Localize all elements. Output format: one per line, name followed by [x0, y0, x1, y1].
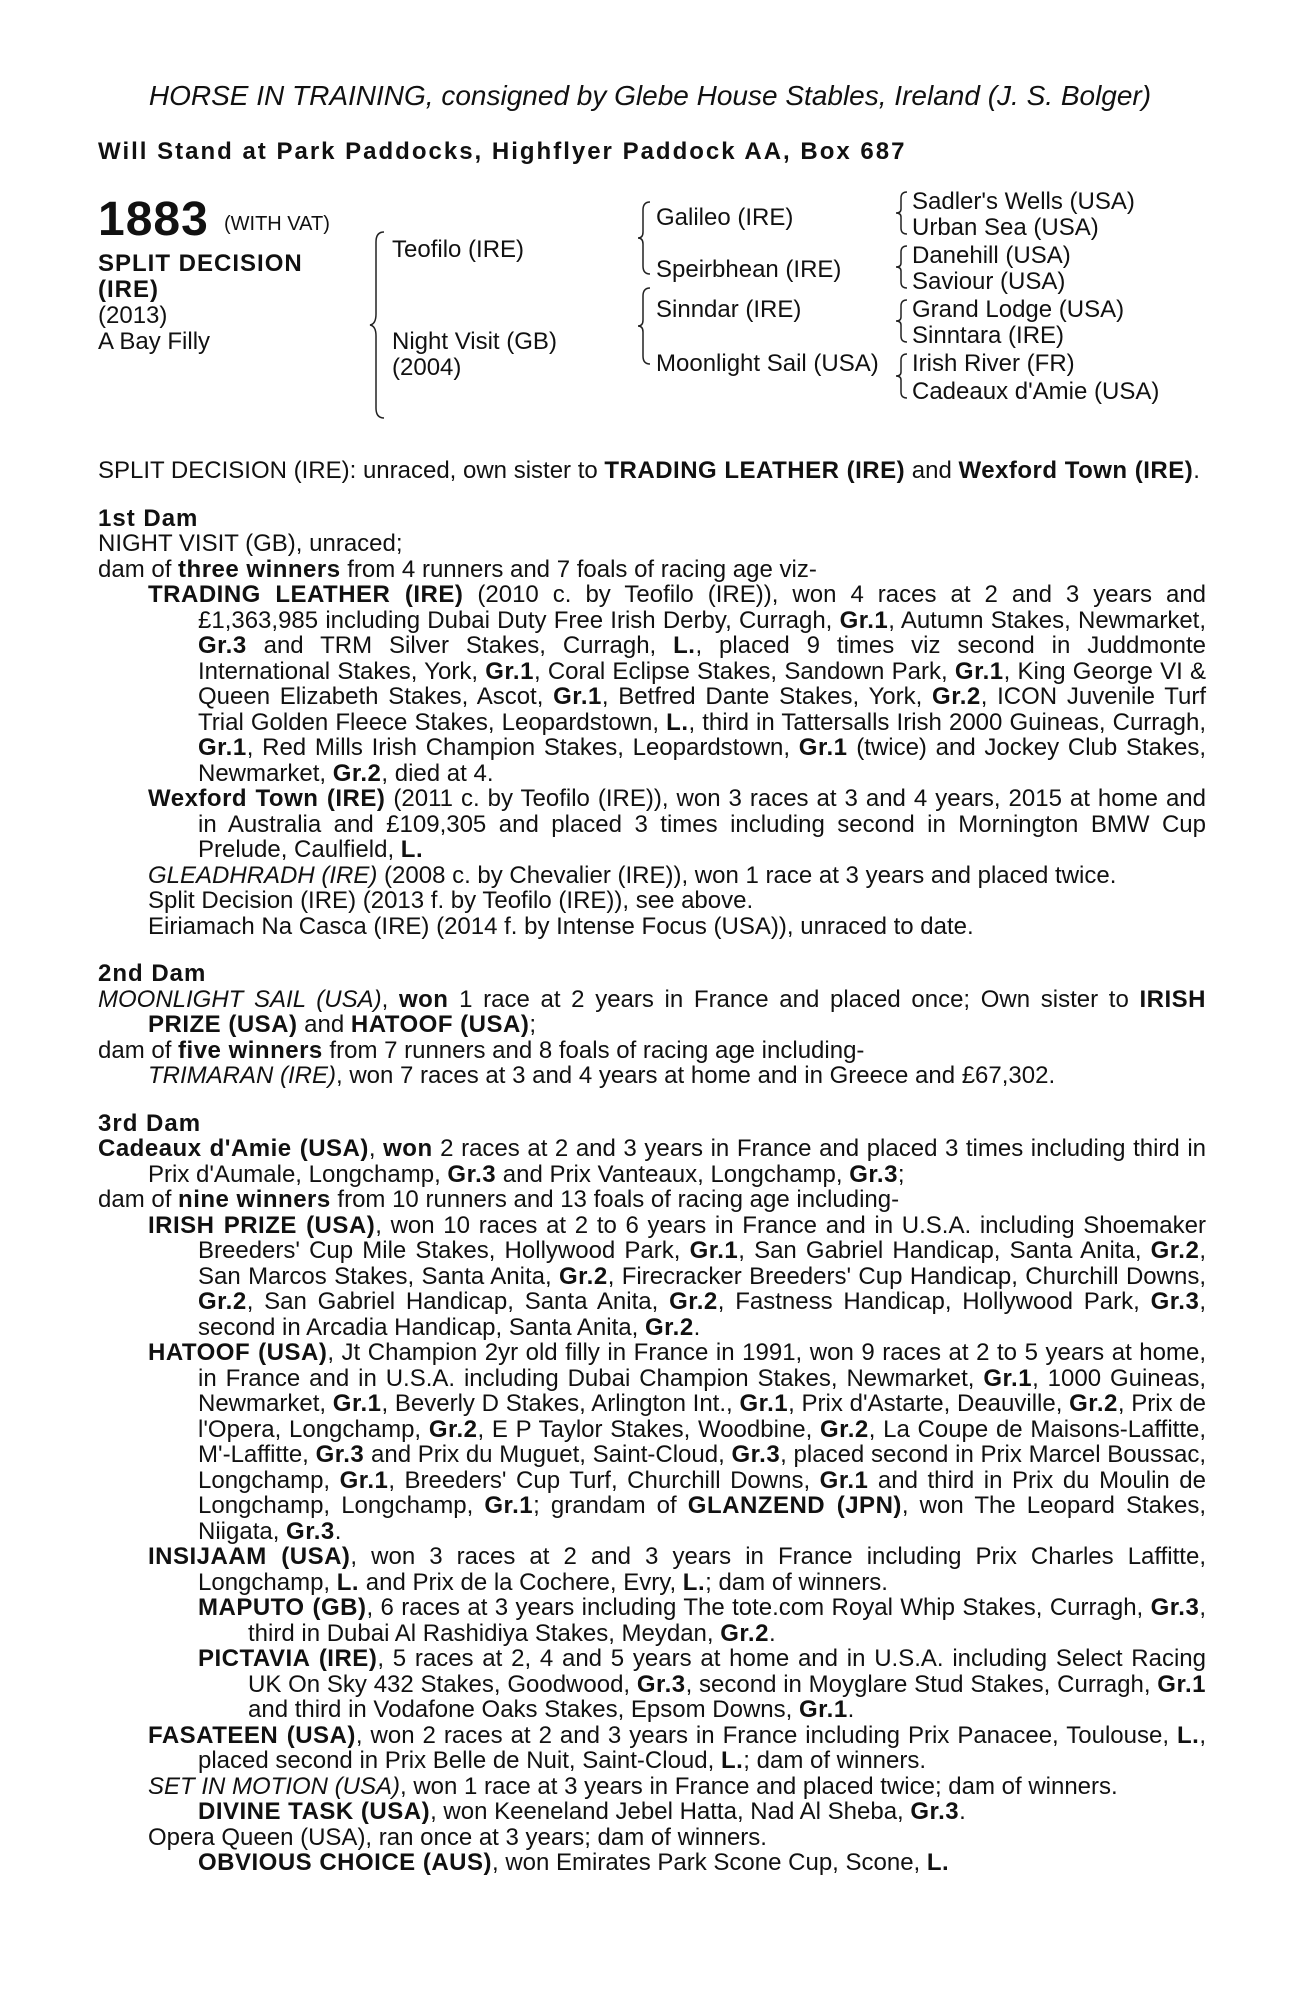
foaling-year: (2013)	[98, 302, 168, 329]
progeny-eiriamach: Eiriamach Na Casca (IRE) (2014 f. by Intense Focus (USA)), unraced to date.	[148, 912, 974, 940]
sire-dam-sire: Danehill (USA)	[912, 242, 1071, 269]
dam-sire-sire: Grand Lodge (USA)	[912, 296, 1125, 323]
progeny-irish-prize: IRISH PRIZE (USA), won 10 races at 2 to 6 years in France and in U.S.A. including Shoemaker Breeders' Cup Mile Stakes, Hollywood Park, Gr.1, San Gabriel Handicap, Santa Anita, Gr.2, San Marcos Stakes, Santa Anita, Gr.2, Firecracker Breeders' Cup Handicap, Churchill Downs, Gr.2, San Gabriel Handicap, Santa Anita, Gr.2, Fastness Handicap, Hollywood Park, Gr.3, second in Arcadia Handicap, Santa Anita, Gr.2.	[148, 1211, 1207, 1341]
catalogue-body	[98, 458, 1206, 1876]
progeny-gleadhradh: GLEADHRADH (IRE) (2008 c. by Chevalier (IRE)), won 1 race at 3 years and placed twice.	[148, 861, 1117, 889]
dam: Night Visit (GB)	[392, 328, 557, 355]
dam-year: (2004)	[392, 354, 462, 381]
third-dam-summary: dam of nine winners from 10 runners and 13 foals of racing age including-	[98, 1186, 900, 1213]
progeny-insijaam: INSIJAAM (USA), won 3 races at 2 and 3 years in France including Prix Charles Laffitte, Longchamp, L. and Prix de la Cochere, Evry, L.; dam of winners.	[148, 1543, 1206, 1596]
progeny-hatoof: HATOOF (USA), Jt Champion 2yr old filly in France in 1991, won 9 races at 2 to 5 years at home, in France and in U.S.A. including Dubai Champion Stakes, Newmarket, Gr.1, 1000 Guineas, Newmarket, Gr.1, Beverly D Stakes, Arlington Int., Gr.1, Prix d'Astarte, Deauville, Gr.2, Prix de l'Opera, Longchamp, Gr.2, E P Taylor Stakes, Woodbine, Gr.2, La Coupe de Maisons-Laffitte, M'-Laffitte, Gr.3 and Prix du Muguet, Saint-Cloud, Gr.3, placed second in Prix Marcel Boussac, Longchamp, Gr.1, Breeders' Cup Turf, Churchill Downs, Gr.1 and third in Prix du Moulin de Longchamp, Longchamp, Gr.1; grandam of GLANZEND (JPN), won The Leopard Stakes, Niigata, Gr.3.	[148, 1339, 1207, 1545]
sire: Teofilo (IRE)	[392, 236, 525, 263]
progeny-split-decision: Split Decision (IRE) (2013 f. by Teofilo (IRE)), see above.	[148, 887, 754, 914]
progeny-obvious-choice: OBVIOUS CHOICE (AUS), won Emirates Park Scone Cup, Scone, L.	[198, 1849, 950, 1876]
catalogue-page	[98, 80, 1206, 1876]
dam-sire: Sinndar (IRE)	[656, 296, 802, 323]
consignment-header: HORSE IN TRAINING, consigned by Glebe House Stables, Ireland (J. S. Bolger)	[148, 80, 1152, 111]
second-dam-heading: 2nd Dam	[98, 960, 207, 987]
sire-dam-dam: Saviour (USA)	[912, 268, 1066, 295]
progeny-trading-leather: TRADING LEATHER (IRE) (2010 c. by Teofilo (IRE)), won 4 races at 2 and 3 years and £1,363,985 including Dubai Duty Free Irish Derby, Curragh, Gr.1, Autumn Stakes, Newmarket, Gr.3 and TRM Silver Stakes, Curragh, L., placed 9 times viz second in Juddmonte International Stakes, York, Gr.1, Coral Eclipse Stakes, Sandown Park, Gr.1, King George VI & Queen Elizabeth Stakes, Ascot, Gr.1, Betfred Dante Stakes, York, Gr.2, ICON Juvenile Turf Trial Golden Fleece Stakes, Leopardstown, L., third in Tattersalls Irish 2000 Guineas, Curragh, Gr.1, Red Mills Irish Champion Stakes, Leopardstown, Gr.1 (twice) and Jockey Club Stakes, Newmarket, Gr.2, died at 4.	[148, 581, 1207, 787]
sire-grandparents-bracket	[636, 200, 654, 276]
first-dam-heading: 1st Dam	[98, 504, 199, 532]
bracket-moonlight-sail	[894, 352, 910, 400]
sire-sire-dam: Urban Sea (USA)	[912, 214, 1099, 241]
intro-paragraph: SPLIT DECISION (IRE): unraced, own sister to TRADING LEATHER (IRE) and Wexford Town (IRE).	[98, 457, 1200, 484]
second-dam-line: MOONLIGHT SAIL (USA), won 1 race at 2 years in France and placed once; Own sister to IRISH PRIZE (USA) and HATOOF (USA);	[98, 985, 1206, 1038]
progeny-pictavia: PICTAVIA (IRE), 5 races at 2, 4 and 5 years at home and in U.S.A. including Select Racing UK On Sky 432 Stakes, Goodwood, Gr.3, second in Moyglare Stud Stakes, Curragh, Gr.1 and third in Vodafone Oaks Stakes, Epsom Downs, Gr.1.	[198, 1645, 1206, 1723]
dam-dam-dam: Cadeaux d'Amie (USA)	[912, 378, 1160, 405]
sire-dam-bracket	[368, 230, 388, 420]
horse-description: A Bay Filly	[98, 328, 211, 355]
bracket-galileo	[894, 190, 910, 236]
progeny-set-in-motion: SET IN MOTION (USA), won 1 race at 3 years in France and placed twice; dam of winners.	[148, 1772, 1118, 1800]
sire-sire: Galileo (IRE)	[656, 204, 794, 231]
progeny-divine-task: DIVINE TASK (USA), won Keeneland Jebel Hatta, Nad Al Sheba, Gr.3.	[198, 1798, 966, 1825]
bracket-sinndar	[894, 298, 910, 344]
progeny-trimaran: TRIMARAN (IRE), won 7 races at 3 and 4 years at home and in Greece and £67,302.	[148, 1062, 1056, 1089]
stand-location: Will Stand at Park Paddocks, Highflyer Paddock AA, Box 687	[98, 138, 907, 165]
dam-sire-dam: Sinntara (IRE)	[912, 322, 1065, 349]
progeny-maputo: MAPUTO (GB), 6 races at 3 years including The tote.com Royal Whip Stakes, Curragh, Gr.3, third in Dubai Al Rashidiya Stakes, Meydan, Gr.2.	[198, 1594, 1206, 1647]
progeny-opera-queen: Opera Queen (USA), ran once at 3 years; dam of winners.	[148, 1823, 767, 1851]
dam-grandparents-bracket	[636, 286, 654, 366]
third-dam-line: Cadeaux d'Amie (USA), won 2 races at 2 and 3 years in France and placed 3 times including third in Prix d'Aumale, Longchamp, Gr.3 and Prix Vanteaux, Longchamp, Gr.3;	[98, 1135, 1207, 1188]
progeny-fasateen: FASATEEN (USA), won 2 races at 2 and 3 years in France including Prix Panacee, Toulouse, L., placed second in Prix Belle de Nuit, Saint-Cloud, L.; dam of winners.	[148, 1721, 1207, 1774]
dam-dam-sire: Irish River (FR)	[912, 350, 1075, 377]
horse-name-country: (IRE)	[98, 276, 159, 303]
vat-label: (WITH VAT)	[224, 213, 330, 235]
first-dam-summary: dam of three winners from 4 runners and 7 foals of racing age viz-	[98, 555, 817, 583]
progeny-wexford-town: Wexford Town (IRE) (2011 c. by Teofilo (IRE)), won 3 races at 3 and 4 years, 2015 at home and in Australia and £109,305 and placed 3 times including second in Mornington BMW Cup Prelude, Caulfield, L.	[148, 785, 1206, 863]
first-dam-line: NIGHT VISIT (GB), unraced;	[98, 530, 403, 557]
second-dam-summary: dam of five winners from 7 runners and 8 foals of racing age including-	[98, 1036, 865, 1064]
bracket-speirbhean	[894, 244, 910, 290]
sire-dam: Speirbhean (IRE)	[656, 256, 842, 283]
third-dam-heading: 3rd Dam	[98, 1109, 202, 1137]
lot-number: 1883	[98, 193, 209, 246]
pedigree-block	[98, 188, 1206, 458]
horse-name: SPLIT DECISION	[98, 250, 303, 277]
dam-dam: Moonlight Sail (USA)	[656, 350, 879, 377]
sire-sire-sire: Sadler's Wells (USA)	[912, 188, 1135, 215]
